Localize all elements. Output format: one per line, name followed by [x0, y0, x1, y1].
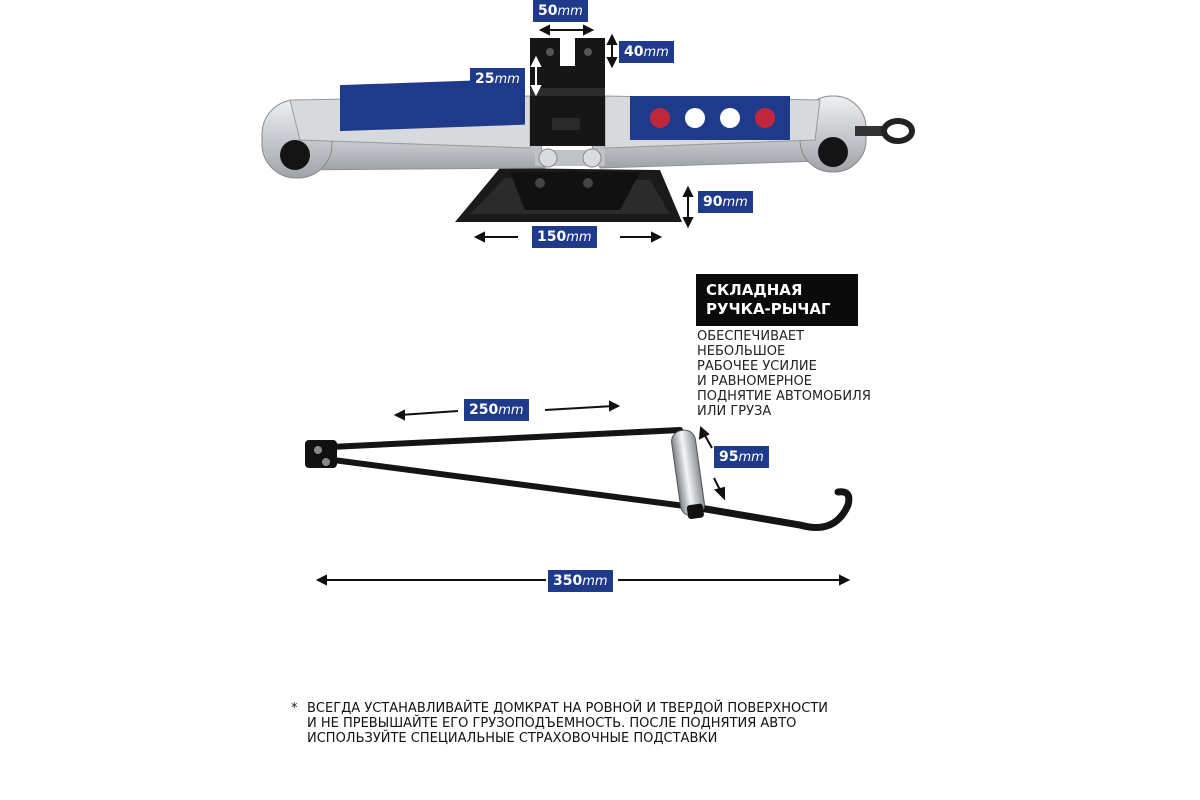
dim-base-height-unit: mm: [722, 195, 748, 210]
dim-handle-total-unit: mm: [582, 574, 608, 589]
footnote-line: ВСЕГДА УСТАНАВЛИВАЙТЕ ДОМКРАТ НА РОВНОЙ И ТВЕРДОЙ ПОВЕРХНОСТИ: [307, 701, 829, 716]
dim-handle-fold-unit: mm: [498, 403, 524, 418]
dim-top-height-value: 40: [624, 44, 644, 60]
callout-line: ОБЕСПЕЧИВАЕТ: [697, 329, 805, 344]
callout-title-line-1: СКЛАДНАЯ: [706, 281, 803, 299]
dim-top-width-value: 50: [538, 3, 558, 19]
dim-handle-total-value: 350: [553, 573, 583, 589]
callout-title-line-2: РУЧКА-РЫЧАГ: [706, 300, 831, 318]
dim-saddle-depth-value: 25: [475, 71, 495, 87]
dim-handle-grip-value: 95: [719, 449, 739, 465]
dim-base-height: [698, 191, 753, 213]
dim-base-width-value: 150: [537, 229, 567, 245]
dim-base-height-value: 90: [703, 194, 723, 210]
handle-hinge: [305, 440, 337, 468]
dim-top-height-unit: mm: [643, 45, 669, 60]
callout-title: [696, 274, 858, 326]
handle-rods: [310, 430, 849, 528]
footnote-marker: *: [291, 701, 298, 716]
dim-top-width-unit: mm: [557, 4, 583, 19]
callout-line: ПОДНЯТИЕ АВТОМОБИЛЯ: [697, 389, 871, 404]
dim-handle-grip: [714, 446, 769, 468]
dim-saddle-depth-unit: mm: [494, 72, 520, 87]
dim-base-width: [532, 226, 597, 248]
dim-saddle-depth: [470, 68, 525, 90]
callout-line: ИЛИ ГРУЗА: [697, 404, 772, 419]
dim-handle-fold-value: 250: [469, 402, 499, 418]
callout-line: РАБОЧЕЕ УСИЛИЕ: [697, 359, 817, 374]
dim-top-width: [533, 0, 588, 22]
dim-base-width-unit: mm: [566, 230, 592, 245]
footnote-line: И НЕ ПРЕВЫШАЙТЕ ЕГО ГРУЗОПОДЪЕМНОСТЬ. ПОСЛЕ ПОДНЯТИЯ АВТО: [307, 716, 797, 731]
dim-handle-grip-unit: mm: [738, 450, 764, 465]
footnote-line: ИСПОЛЬЗУЙТЕ СПЕЦИАЛЬНЫЕ СТРАХОВОЧНЫЕ ПОДСТАВКИ: [307, 731, 718, 746]
safety-footnote: [291, 701, 871, 746]
dim-handle-total: [548, 570, 613, 592]
dim-handle-fold: [464, 399, 529, 421]
callout-line: И РАВНОМЕРНОЕ: [697, 374, 813, 389]
dim-top-height: [619, 41, 674, 63]
callout-description: [697, 329, 907, 419]
callout-line: НЕБОЛЬШОЕ: [697, 344, 786, 359]
